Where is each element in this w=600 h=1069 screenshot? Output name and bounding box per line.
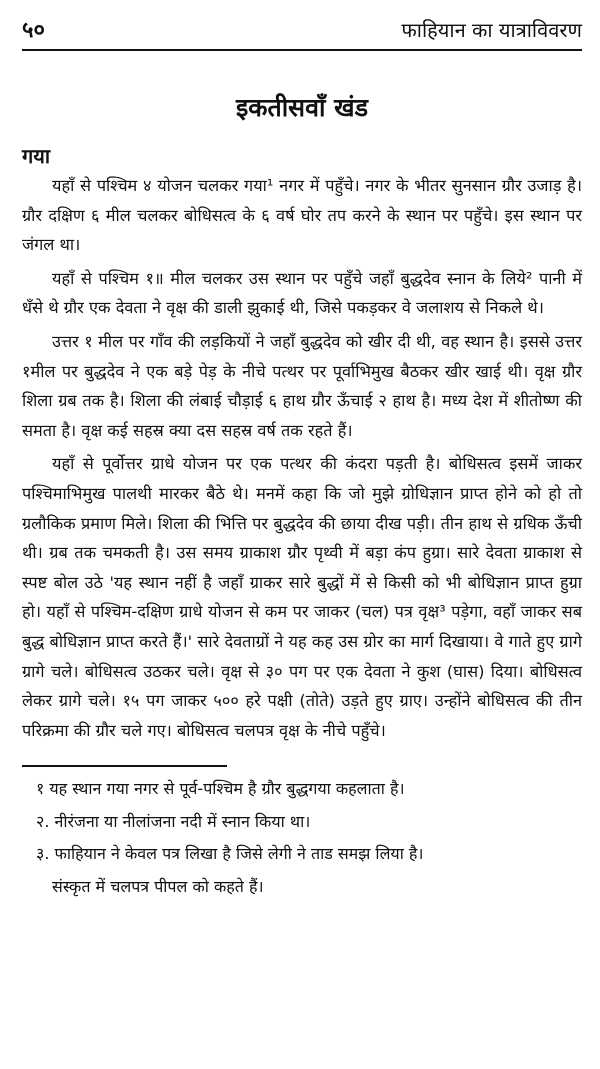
paragraph: यहाँ से पश्चिम १॥ मील चलकर उस स्थान पर पहुँचे जहाँ बुद्धदेव स्नान के लिये² पानी में धँसे थे ग्रौर एक देवता ने वृक्ष की डाली झुकाई थी, जिसे पकड़कर वे जलाशय से निकले थे।	[22, 268, 582, 318]
footnote: ३. फाहियान ने केवल पत्र लिखा है जिसे लेगी ने ताड समझ लिया है।	[36, 844, 424, 864]
footnote-divider	[22, 765, 227, 767]
footnote-continuation: संस्कृत में चलपत्र पीपल को कहते हैं।	[52, 876, 264, 896]
footnote: १ यह स्थान गया नगर से पूर्व-पश्चिम है ग्रौर बुद्धगया कहलाता है।	[36, 779, 405, 799]
page-number: ५०	[22, 18, 45, 43]
section-title: गया	[22, 144, 51, 168]
body-text	[22, 171, 582, 745]
chapter-title: इकतीसवाँ खंड	[235, 93, 368, 122]
footnotes	[22, 773, 582, 903]
footnote: २. नीरंजना या नीलांजना नदी में स्नान किया था।	[36, 811, 311, 831]
paragraph: यहाँ से पश्चिम ४ योजन चलकर गया¹ नगर में पहुँचे। नगर के भीतर सुनसान ग्रौर उजाड़ है। ग्रौर दक्षिण ६ मील चलकर बोधिसत्व के ६ वर्ष घोर तप करने के स्थान पर पहुँचे। इस स्थान पर जंगल था।	[22, 176, 582, 255]
running-title: फाहियान का यात्राविवरण	[401, 18, 582, 42]
paragraph: उत्तर १ मील पर गाँव की लड़कियों ने जहाँ बुद्धदेव को खीर दी थी, वह स्थान है। इससे उत्तर १मील पर बुद्धदेव ने एक बड़े पेड़ के नीचे पत्थर पर पूर्वाभिमुख बैठकर खीर खाई थी। वृक्ष ग्रौर शिला ग्रब तक है। शिला की लंबाई चौड़ाई ६ हाथ ग्रौर ऊँचाई २ हाथ है। मध्य देश में शीतोष्ण की समता है। वृक्ष कई सहस्र क्या दस सहस्र वर्ष तक रहते हैं।	[22, 331, 582, 440]
paragraph: यहाँ से पूर्वोत्तर ग्राधे योजन पर एक पत्थर की कंदरा पड़ती है। बोधिसत्व इसमें जाकर पश्चिमाभिमुख पालथी मारकर बैठे थे। मनमें कहा कि जो मुझे ग्रोधिज्ञान प्राप्त होने को हो तो ग्रलौकिक प्रमाण मिले। शिला की भित्ति पर बुद्धदेव की छाया दीख पड़ी। तीन हाथ से ग्रधिक ऊँची थी। ग्रब तक चमकती है। उस समय ग्राकाश ग्रौर पृथ्वी में बड़ा कंप हुग्रा। सारे देवता ग्राकाश से स्पष्ट बोल उठे 'यह स्थान नहीं है जहाँ ग्राकर सारे बुद्धों में से किसी को भी बोधिज्ञान प्राप्त हुग्रा हो। यहाँ से पश्चिम-दक्षिण ग्राधे योजन से कम पर जाकर (चल) पत्र वृक्ष³ पड़ेगा, वहाँ जाकर सब बुद्ध बोधिज्ञान प्राप्त करते हैं।' सारे देवताग्रों ने यह कह उस ग्रोर का मार्ग दिखाया। वे गाते हुए ग्रागे ग्रागे चले। बोधिसत्व उठकर चले। वृक्ष से ३० पग पर एक देवता ने कुश (घास) दिया। बोधिसत्व लेकर ग्रागे चले। १५ पग जाकर ५०० हरे पक्षी (तोते) उड़ते हुए ग्राए। उन्होंने बोधिसत्व की तीन परिक्रमा की ग्रौर चले गए। बोधिसत्व चलपत्र वृक्ष के नीचे पहुँचे।	[22, 454, 582, 740]
running-header	[22, 18, 582, 51]
